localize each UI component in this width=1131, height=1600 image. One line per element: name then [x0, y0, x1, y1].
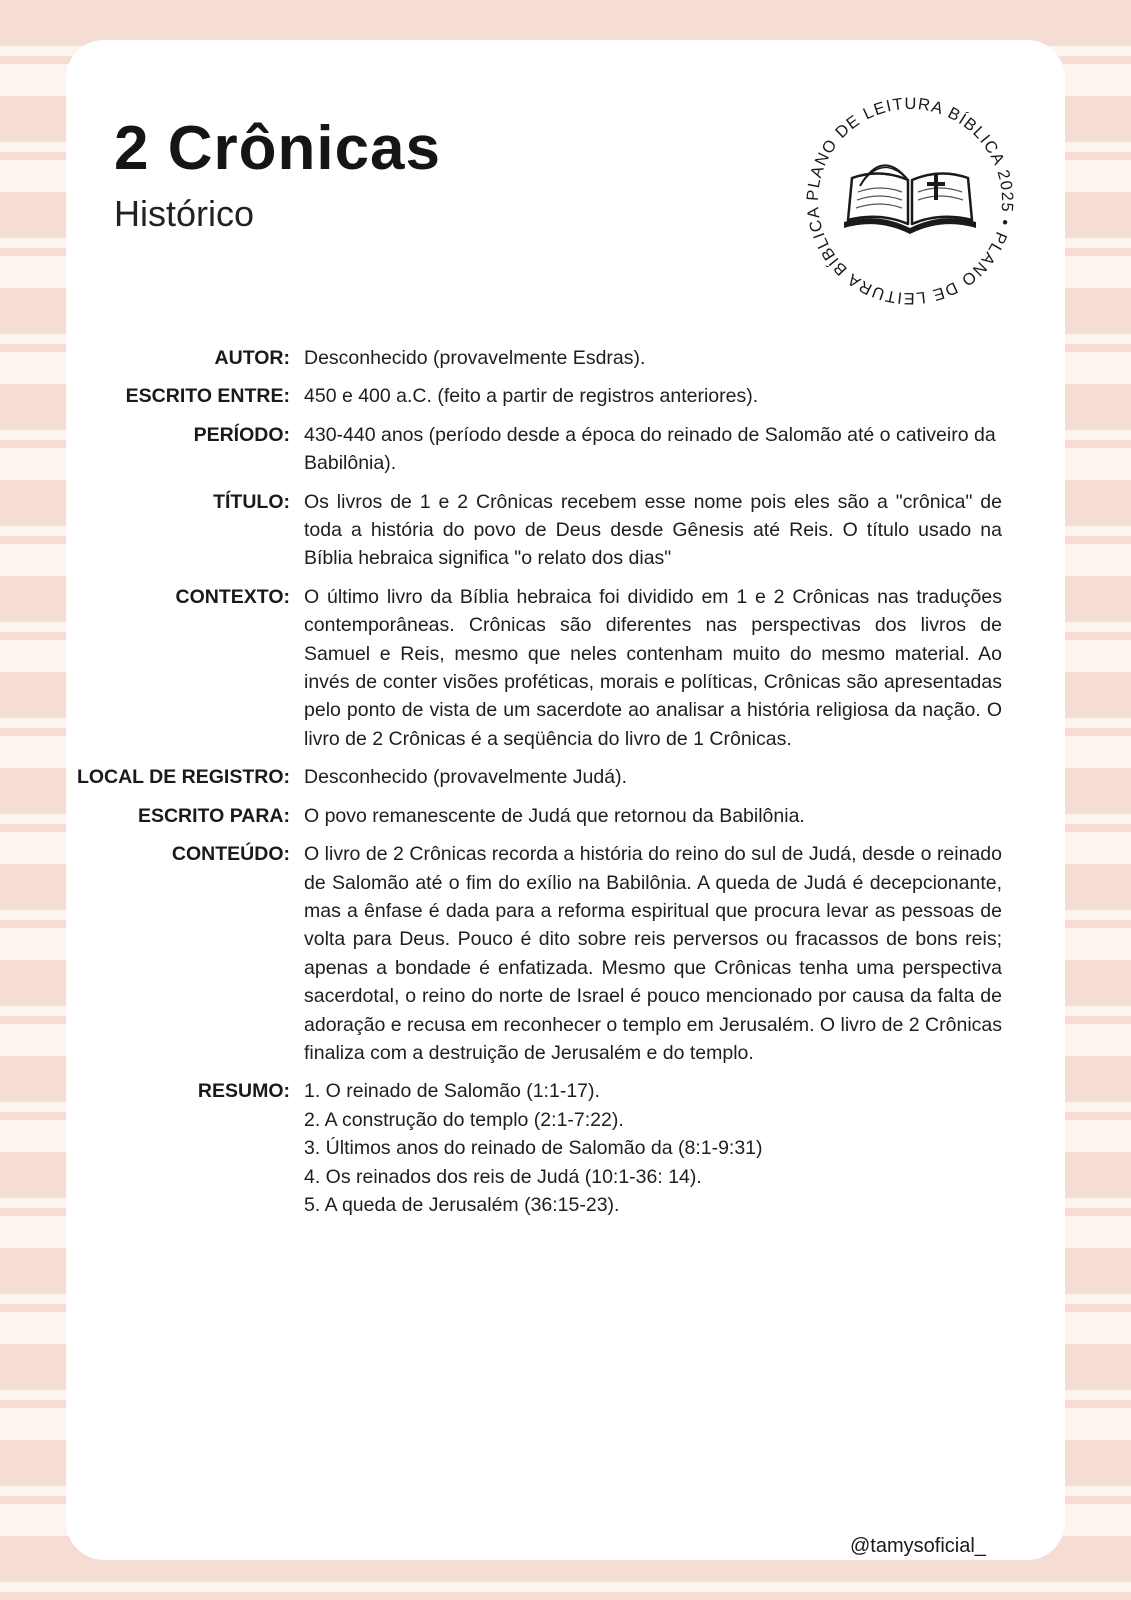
book-info-section [66, 344, 1016, 1229]
info-row [66, 488, 1016, 573]
info-value: 430-440 anos (período desde a época do reinado de Salomão até o cativeiro da Babilônia). [304, 423, 996, 475]
page-title: 2 Crônicas [114, 114, 442, 183]
info-label: PERÍODO: [193, 423, 290, 446]
info-label: ESCRITO ENTRE: [125, 385, 290, 408]
info-value: O livro de 2 Crônicas recorda a história do reino do sul de Judá, desde o reinado de Salomão até o fim do exílio na Babilônia. A queda de Judá é decepcionante, mas a ênfase é dada para a reforma espiritual que procura levar as pessoas de volta para Deus. Pouco é dito sobre reis perversos ou fracassos de bons reis; apenas a bondade é enfatizada. Mesmo que Crônicas tenha uma perspectiva sacerdotal, o reino do norte de Israel é pouco mencionado por causa da falta de adoração e recusa em reconhecer o templo em Jerusalém. O livro de 2 Crônicas finaliza com a destruição de Jerusalém e do templo. [304, 843, 1002, 1064]
summary-row [66, 1077, 1016, 1219]
info-value: Desconhecido (provavelmente Judá). [304, 766, 628, 789]
page-subtitle: Histórico [114, 193, 255, 234]
info-row [66, 382, 1016, 410]
summary-list-container [304, 1077, 1002, 1219]
seal-graphic [797, 88, 1023, 314]
info-value: O último livro da Bíblia hebraica foi dividido em 1 e 2 Crônicas nas traduções contemporâneas. Crônicas são diferentes nas perspectivas dos livros de Samuel e Reis, mesmo que neles contenham muito do mesmo material. Ao invés de conter visões proféticas, morais e políticas, Crônicas são apresentadas pelo ponto de vista de um sacerdote ao analisar a história religiosa da nação. O livro de 2 Crônicas é a seqüência do livro de 1 Crônicas. [304, 585, 1002, 750]
info-row [66, 802, 1016, 830]
info-row [66, 421, 1016, 478]
info-value: Os livros de 1 e 2 Crônicas recebem esse nome pois eles são a "crônica" de toda a história do povo de Deus desde Gênesis até Reis. O título usado na Bíblia hebraica significa "o relato dos dias" [304, 490, 1002, 570]
info-label: CONTEXTO: [175, 585, 290, 608]
info-value: O povo remanescente de Judá que retornou da Babilônia. [304, 804, 805, 827]
info-value: Desconhecido (provavelmente Esdras). [304, 347, 646, 369]
summary-item: 5. A queda de Jerusalém (36:15-23). [304, 1193, 620, 1216]
summary-item: 3. Últimos anos do reinado de Salomão da (8:1-9:31) [304, 1137, 763, 1160]
open-bible-icon [844, 165, 976, 234]
summary-label: RESUMO: [197, 1080, 290, 1103]
info-label: LOCAL DE REGISTRO: [76, 766, 290, 789]
info-row [66, 763, 1016, 791]
info-label: CONTEÚDO: [171, 843, 290, 866]
info-value: 450 e 400 a.C. (feito a partir de registros anteriores). [304, 385, 759, 408]
reading-plan-seal [797, 88, 1023, 314]
info-row [66, 840, 1016, 1067]
info-label: AUTOR: [214, 347, 290, 369]
info-label: TÍTULO: [213, 490, 290, 513]
summary-item: 2. A construção do templo (2:1-7:22). [304, 1108, 624, 1131]
info-row [66, 583, 1016, 753]
info-label: ESCRITO PARA: [137, 804, 290, 827]
summary-item: 4. Os reinados dos reis de Judá (10:1-36: 14). [304, 1165, 702, 1188]
info-row [66, 344, 1016, 372]
author-handle: @tamysoficial_ [850, 1535, 986, 1557]
seal-ring-text: PLANO DE LEITURA BÍBLICA 2025 • PLANO DE LEITURA BÍBLICA [803, 94, 1017, 308]
summary-item: 1. O reinado de Salomão (1:1-17). [304, 1080, 600, 1103]
summary-list [304, 1077, 1002, 1219]
